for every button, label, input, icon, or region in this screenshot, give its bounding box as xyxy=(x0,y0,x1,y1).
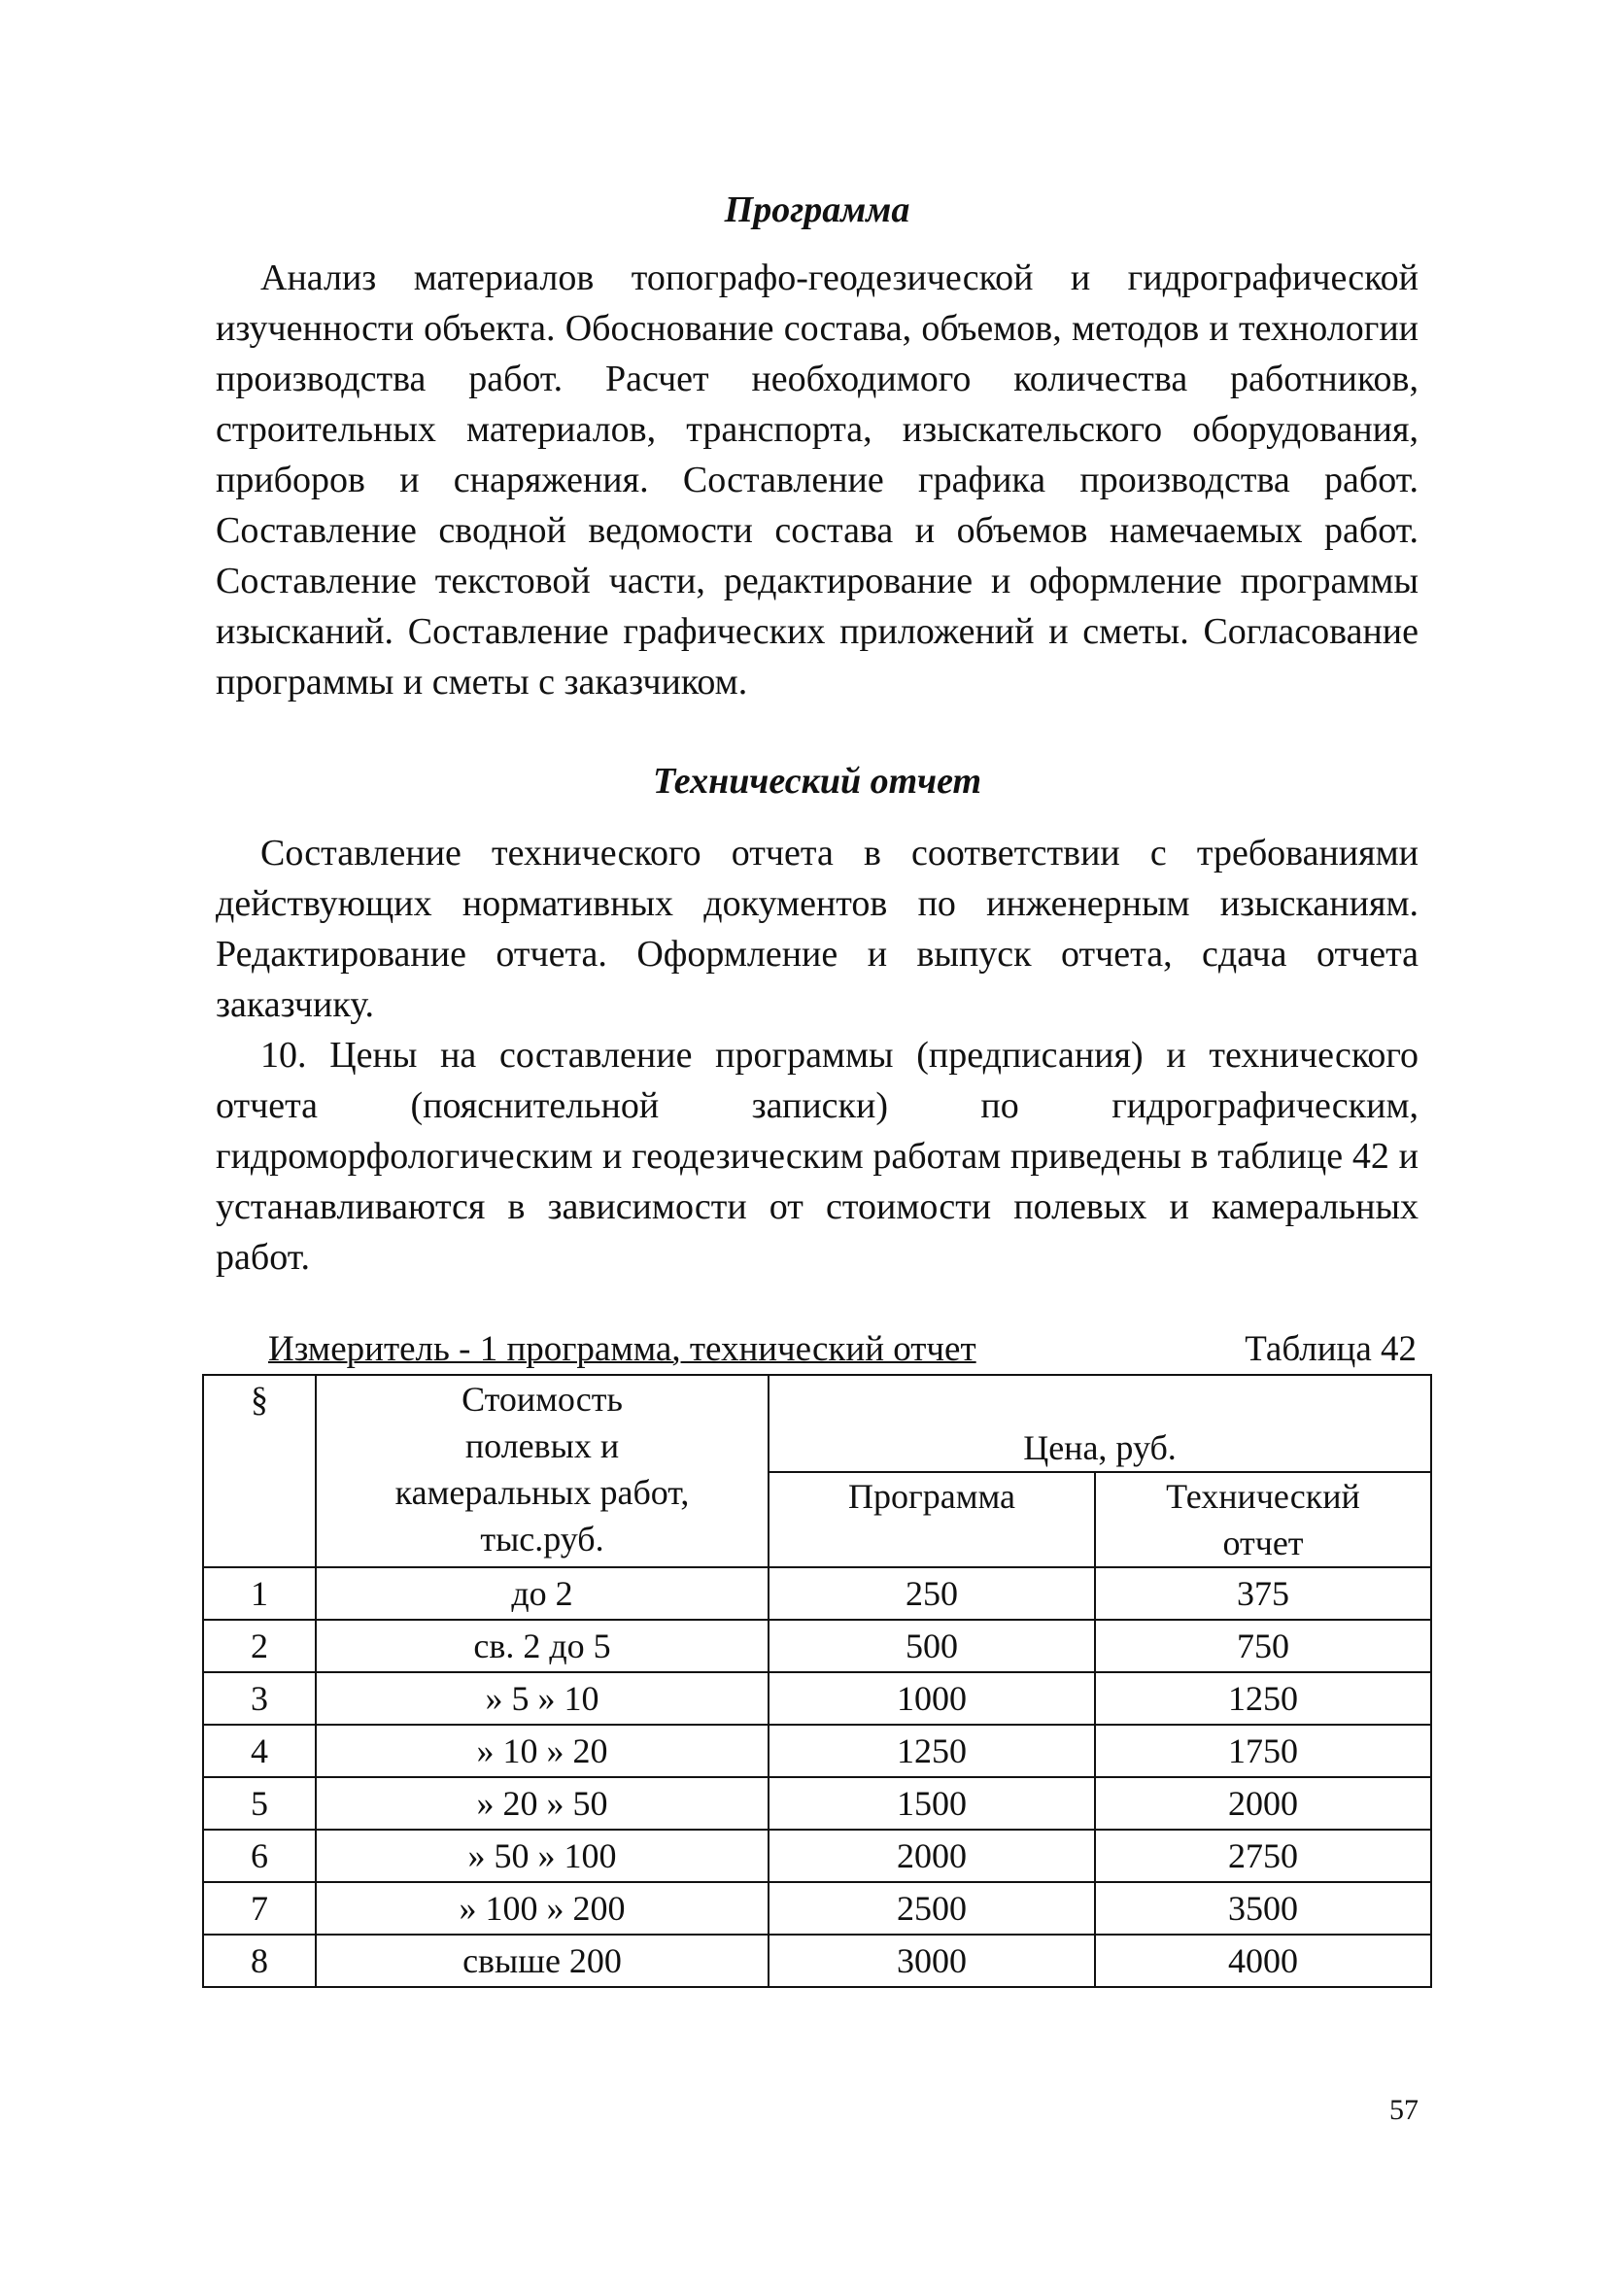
cell-number: 6 xyxy=(203,1830,316,1882)
cell-report: 750 xyxy=(1095,1620,1431,1672)
cell-cost: » 20 » 50 xyxy=(316,1777,769,1830)
table-row xyxy=(203,1830,1431,1882)
cell-cost: свыше 200 xyxy=(316,1935,769,1987)
table-caption xyxy=(251,1325,1417,1374)
cell-report: 2000 xyxy=(1095,1777,1431,1830)
header-report: Технический отчет xyxy=(1095,1472,1431,1567)
cell-program: 2500 xyxy=(769,1882,1095,1935)
price-table xyxy=(202,1374,1432,1988)
cell-program: 1500 xyxy=(769,1777,1095,1830)
cell-cost: » 50 » 100 xyxy=(316,1830,769,1882)
cell-report: 4000 xyxy=(1095,1935,1431,1987)
header-program: Программа xyxy=(769,1472,1095,1567)
table-row xyxy=(203,1935,1431,1987)
table-row xyxy=(203,1620,1431,1672)
header-price: Цена, руб. xyxy=(769,1375,1431,1472)
cell-cost: » 100 » 200 xyxy=(316,1882,769,1935)
table-label: Таблица 42 xyxy=(1245,1329,1417,1369)
cell-report: 3500 xyxy=(1095,1882,1431,1935)
cell-program: 250 xyxy=(769,1567,1095,1620)
cell-program: 2000 xyxy=(769,1830,1095,1882)
page-number: 57 xyxy=(1389,2094,1419,2126)
paragraph-program: Анализ материалов топографо-геодезической и гидрографической изученности объекта. Обоснование состава, объемов, методов и технологии производства работ. Расчет необходимого количества работников, строительных материалов, транспорта, изыскательского оборудования, приборов и снаряжения. Составление графика производства работ. Составление сводной ведомости состава и объемов намечаемых работ. Составление текстовой части, редактирование и оформление программы изысканий. Составление графических приложений и сметы. Согласование программы и сметы с заказчиком. xyxy=(216,257,1419,703)
cell-number: 8 xyxy=(203,1935,316,1987)
paragraph-technical-report: Составление технического отчета в соответствии с требованиями действующих нормативных документов по инженерным изысканиям. Редактирование отчета. Оформление и выпуск отчета, сдача отчета заказчику. xyxy=(216,833,1419,1025)
cell-number: 2 xyxy=(203,1620,316,1672)
cell-report: 2750 xyxy=(1095,1830,1431,1882)
table-row xyxy=(203,1882,1431,1935)
cell-program: 1250 xyxy=(769,1725,1095,1777)
cell-number: 4 xyxy=(203,1725,316,1777)
cell-program: 3000 xyxy=(769,1935,1095,1987)
cell-number: 1 xyxy=(203,1567,316,1620)
table-row xyxy=(203,1672,1431,1725)
cell-program: 500 xyxy=(769,1620,1095,1672)
table-row xyxy=(203,1567,1431,1620)
cell-number: 7 xyxy=(203,1882,316,1935)
cell-number: 5 xyxy=(203,1777,316,1830)
table-row xyxy=(203,1777,1431,1830)
heading-program: Программа xyxy=(724,189,910,230)
cell-number: 3 xyxy=(203,1672,316,1725)
cell-cost: » 10 » 20 xyxy=(316,1725,769,1777)
cell-cost: до 2 xyxy=(316,1567,769,1620)
table-row xyxy=(203,1725,1431,1777)
header-cost: Стоимость полевых и камеральных работ, тыс.руб. xyxy=(316,1375,769,1567)
cell-program: 1000 xyxy=(769,1672,1095,1725)
cell-cost: » 5 » 10 xyxy=(316,1672,769,1725)
paragraph-10: 10. Цены на составление программы (предписания) и технического отчета (пояснительной записки) по гидрографическим, гидроморфологическим и геодезическим работам приведены в таблице 42 и устанавливаются в зависимости от стоимости полевых и камеральных работ. xyxy=(216,1035,1419,1278)
cell-report: 375 xyxy=(1095,1567,1431,1620)
cell-report: 1750 xyxy=(1095,1725,1431,1777)
header-section: § xyxy=(203,1375,316,1567)
table-measure: Измеритель - 1 программа, технический отчет xyxy=(268,1329,976,1369)
cell-cost: св. 2 до 5 xyxy=(316,1620,769,1672)
heading-technical-report: Технический отчет xyxy=(652,761,982,802)
cell-report: 1250 xyxy=(1095,1672,1431,1725)
